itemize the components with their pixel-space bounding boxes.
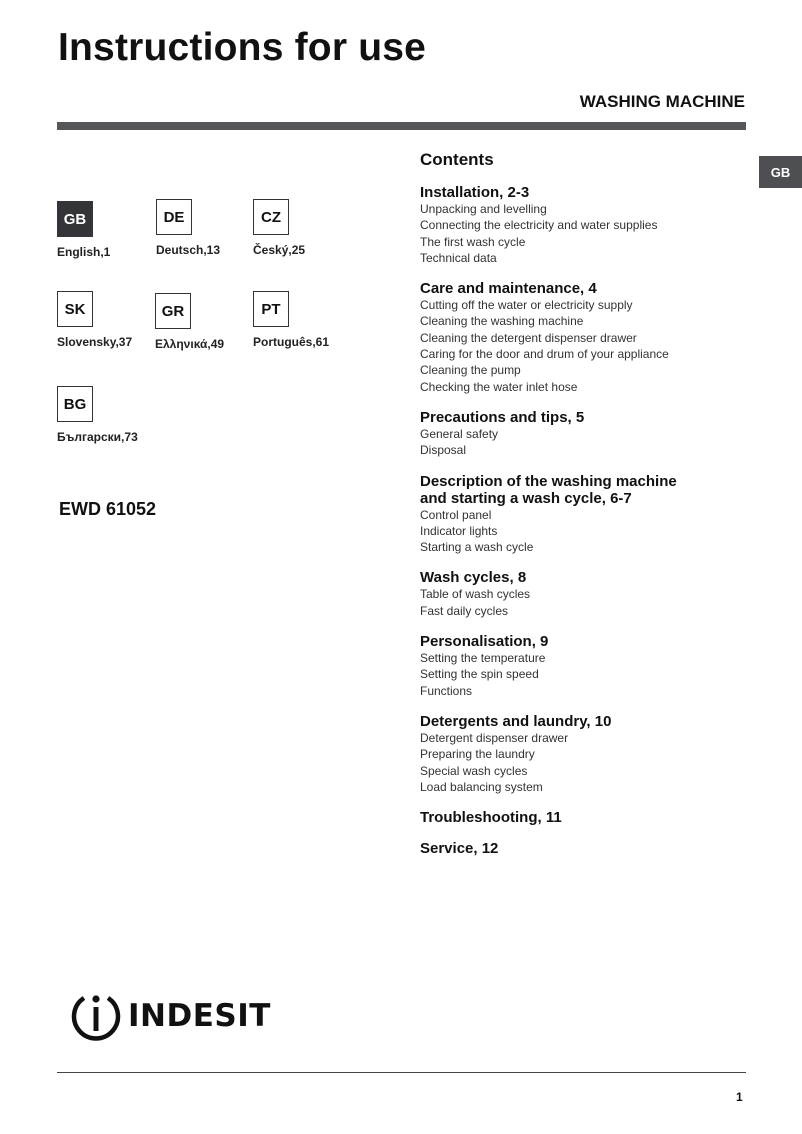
toc-item[interactable]: Unpacking and levelling [420, 202, 547, 216]
language-label: Português,61 [253, 335, 330, 349]
language-code-box[interactable]: GR [155, 293, 191, 329]
toc-item[interactable]: Cleaning the pump [420, 363, 521, 378]
page-title: Instructions for use [58, 26, 427, 69]
brand-wordmark: INDESIT [128, 998, 271, 1034]
toc-section-title[interactable]: Installation, 2-3 [420, 184, 530, 201]
toc-item[interactable]: Cleaning the washing machine [420, 314, 584, 329]
toc-section-title[interactable]: Care and maintenance, 4 [420, 280, 597, 298]
toc-item[interactable]: Connecting the electricity and water supplies [420, 218, 658, 233]
language-option-cz[interactable] [253, 199, 353, 257]
toc-item[interactable]: Table of wash cycles [420, 587, 531, 602]
toc-item[interactable]: Cleaning the detergent dispenser drawer [420, 330, 637, 345]
language-option-gr[interactable] [155, 293, 255, 351]
language-code-box[interactable]: GB [57, 201, 93, 237]
brand-logo [70, 990, 271, 1042]
model-number: EWD 61052 [59, 499, 157, 519]
page-number: 1 [736, 1090, 743, 1104]
toc-section-title[interactable]: Wash cycles, 8 [420, 569, 527, 587]
toc-item[interactable]: The first wash cycle [420, 234, 526, 249]
toc-item[interactable]: Functions [420, 683, 473, 698]
toc-item[interactable]: Technical data [420, 250, 497, 265]
toc-section-precautions[interactable] [420, 409, 750, 459]
toc-section-title[interactable]: Precautions and tips, 5 [420, 408, 585, 426]
toc-section-care[interactable] [420, 280, 750, 395]
toc-item[interactable]: Starting a wash cycle [420, 540, 534, 555]
toc-section-title[interactable]: Description of the washing machine [420, 472, 677, 490]
toc-section-detergents[interactable] [420, 713, 750, 795]
language-code-box[interactable]: BG [57, 386, 93, 422]
toc-item[interactable]: Caring for the door and drum of your appliance [420, 347, 669, 362]
toc-section-title[interactable]: Service, 12 [420, 840, 499, 858]
language-code-box[interactable]: PT [253, 291, 289, 327]
toc-section-installation[interactable] [420, 184, 750, 266]
language-code-box[interactable]: DE [156, 199, 192, 235]
contents-title: Contents [420, 150, 494, 169]
language-code-box[interactable]: SK [57, 291, 93, 327]
toc-item[interactable]: Setting the spin speed [420, 667, 539, 682]
table-of-contents [420, 150, 750, 871]
language-side-tab[interactable]: GB [759, 156, 802, 188]
toc-section-troubleshooting[interactable] [420, 809, 750, 826]
language-option-pt[interactable] [253, 291, 353, 349]
language-label: Ελληνικά,49 [155, 337, 225, 351]
toc-section-service[interactable] [420, 840, 750, 857]
toc-item[interactable]: Cutting off the water or electricity supply [420, 298, 633, 313]
toc-item[interactable]: Load balancing system [420, 779, 543, 794]
language-label: English,1 [57, 245, 111, 259]
toc-item[interactable]: Checking the water inlet hose [420, 379, 578, 394]
product-type: WASHING MACHINE [579, 92, 745, 111]
toc-item[interactable]: Preparing the laundry [420, 747, 535, 762]
indesit-logo-icon [70, 990, 122, 1042]
toc-item[interactable]: General safety [420, 426, 499, 441]
toc-section-title[interactable]: Detergents and laundry, 10 [420, 712, 612, 730]
language-option-de[interactable] [156, 199, 256, 257]
language-label: Български,73 [57, 430, 138, 444]
toc-section-description[interactable] [420, 473, 750, 556]
toc-section-personalisation[interactable] [420, 633, 750, 699]
toc-section-title[interactable]: Troubleshooting, 11 [420, 809, 562, 827]
toc-section-title[interactable]: Personalisation, 9 [420, 633, 549, 651]
toc-section-title-line2[interactable]: and starting a wash cycle, 6-7 [420, 489, 632, 507]
header-divider [57, 122, 746, 130]
language-option-sk[interactable] [57, 291, 157, 349]
footer-divider [57, 1072, 746, 1073]
toc-item[interactable]: Setting the temperature [420, 651, 546, 666]
language-code-box[interactable]: CZ [253, 199, 289, 235]
toc-item[interactable]: Control panel [420, 507, 492, 522]
toc-item[interactable]: Special wash cycles [420, 763, 528, 778]
toc-section-wash-cycles[interactable] [420, 569, 750, 619]
language-label: Slovensky,37 [57, 335, 133, 349]
language-option-bg[interactable] [57, 386, 157, 444]
language-label: Deutsch,13 [156, 243, 221, 257]
toc-item[interactable]: Indicator lights [420, 523, 498, 538]
toc-item[interactable]: Fast daily cycles [420, 603, 509, 618]
language-label: Český,25 [253, 243, 306, 257]
language-option-gb[interactable] [57, 201, 157, 259]
toc-item[interactable]: Detergent dispenser drawer [420, 730, 569, 745]
toc-item[interactable]: Disposal [420, 443, 467, 458]
